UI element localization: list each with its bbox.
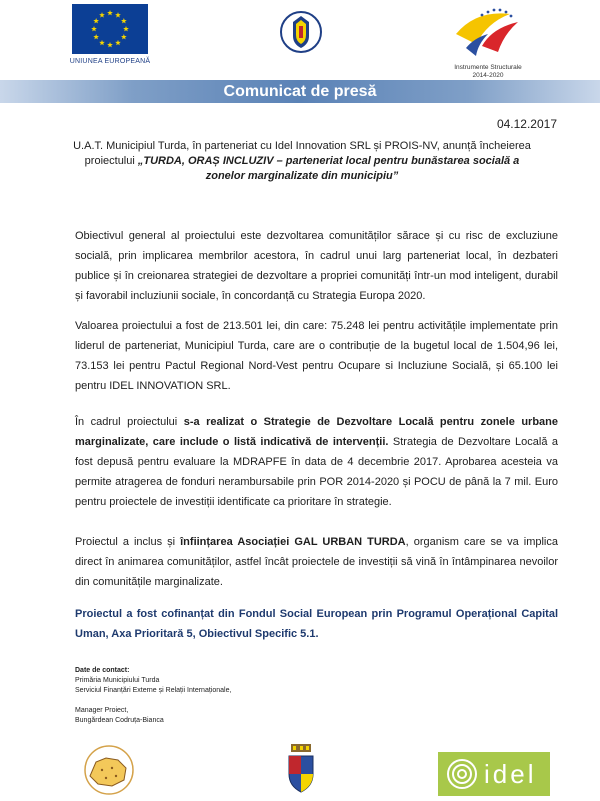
eu-star-icon [115,40,121,45]
contact-line2: Serviciul Finanțări Externe și Relații Internaționale, [75,687,232,694]
contact-line3: Manager Proiect, [75,707,129,714]
eu-star-icon [91,26,97,31]
contact-line4: Bungărdean Codruța-Bianca [75,717,164,724]
eu-star-icon [99,40,105,45]
instrumente-structurale-logo [448,4,528,62]
eu-star-icon [93,34,99,39]
p4-text-bold: înființarea Asociației GAL URBAN TURDA [180,536,406,548]
page-title: Comunicat de presă [223,83,377,100]
pact-nord-vest-logo [68,740,150,796]
eu-star-icon [99,12,105,17]
p3-text-a: În cadrul proiectului [75,416,184,428]
contact-block [75,666,231,726]
project-title: „TURDA, ORAȘ INCLUZIV – parteneriat local pentru bunăstarea socială a zonelor marginalizate din municipiu” [137,155,520,182]
paragraph-value: Valoarea proiectului a fost de 213.501 lei, din care: 75.248 lei pentru activitățile implementate prin liderul de parteneriat, Municipiul Turda, care are o contribuție de la bugetul local de 1.504,96 lei, 73.153 lei pentru Pactul Regional Nord-Vest pentru Ocupare si Incluziune Socială, și 65.100 lei pentru IDEL INNOVATION SRL. [75,320,558,392]
eu-star-icon [107,42,113,47]
paragraph-objective: Obiectivul general al proiectului este dezvoltarea comunităților sărace și cu risc de excluziune socială, prin implicarea membrilor acestora, în cadrul unui larg parteneriat local, în dezbateri publice și în creionarea strategiei de dezvoltare a propriei comunități într-un mod inteligent, durabil și favorabil incluziunii sociale, în concordanță cu Strategia Europa 2020. [75,230,558,302]
p4-text-a: Proiectul a inclus și [75,536,181,548]
paragraph-funding: Proiectul a fost cofinanțat din Fondul Social European prin Programul Operațional Capital Uman, Axa Prioritară 5, Obiectivul Specific 5.1. [75,608,558,640]
eu-star-icon [93,18,99,23]
paragraph-association [75,532,558,592]
p3-text-bold: s-a realizat o Strategie de Dezvoltare Locală pentru zonele urbane marginalizate, care include o listă indicativă de intervenții. [75,416,558,448]
eu-star-icon [121,34,127,39]
government-crest-logo [280,6,322,58]
is-label-line2: 2014-2020 [472,72,504,79]
contact-line1: Primăria Municipiului Turda [75,677,160,684]
eu-star-icon [115,12,121,17]
intro-paragraph [70,139,534,184]
eu-star-icon [121,18,127,23]
eu-label: UNIUNEA EUROPEANĂ [69,58,151,65]
publication-date: 04.12.2017 [496,117,557,131]
contact-heading: Date de contact: [75,667,130,674]
instrumente-structurale-label [430,64,546,80]
is-label-line1: Instrumente Structurale [454,64,522,71]
eu-star-icon [123,26,129,31]
intro-text: U.A.T. Municipiul Turda, în parteneriat cu Idel Innovation SRL și PROIS-NV, anunță încheierea proiectului [73,140,531,167]
idel-logo-text: idel [484,759,537,789]
eu-star-icon [107,10,113,15]
p4-text-c: , organism care se va implica direct în animarea comunităților, astfel încât proiectele de investiții să vină în întâmpinarea nevoilor din comunitățile marginalizate. [75,536,558,588]
p3-text-c: Strategia de Dezvoltare Locală a fost depusă pentru evaluare la MDRAPFE în data de 4 decembrie 2017. Aprobarea acesteia va permite atragerea de fonduri nerambursabile prin POR 2014-2020 și POCU de până la 7 mil. Euro pentru proiectele de investiții identificate ca prioritare în strategie. [75,436,559,508]
eu-flag-logo [72,4,148,54]
turda-crest-logo [286,744,316,796]
paragraph-strategy [75,412,558,512]
idel-logo [438,752,550,796]
